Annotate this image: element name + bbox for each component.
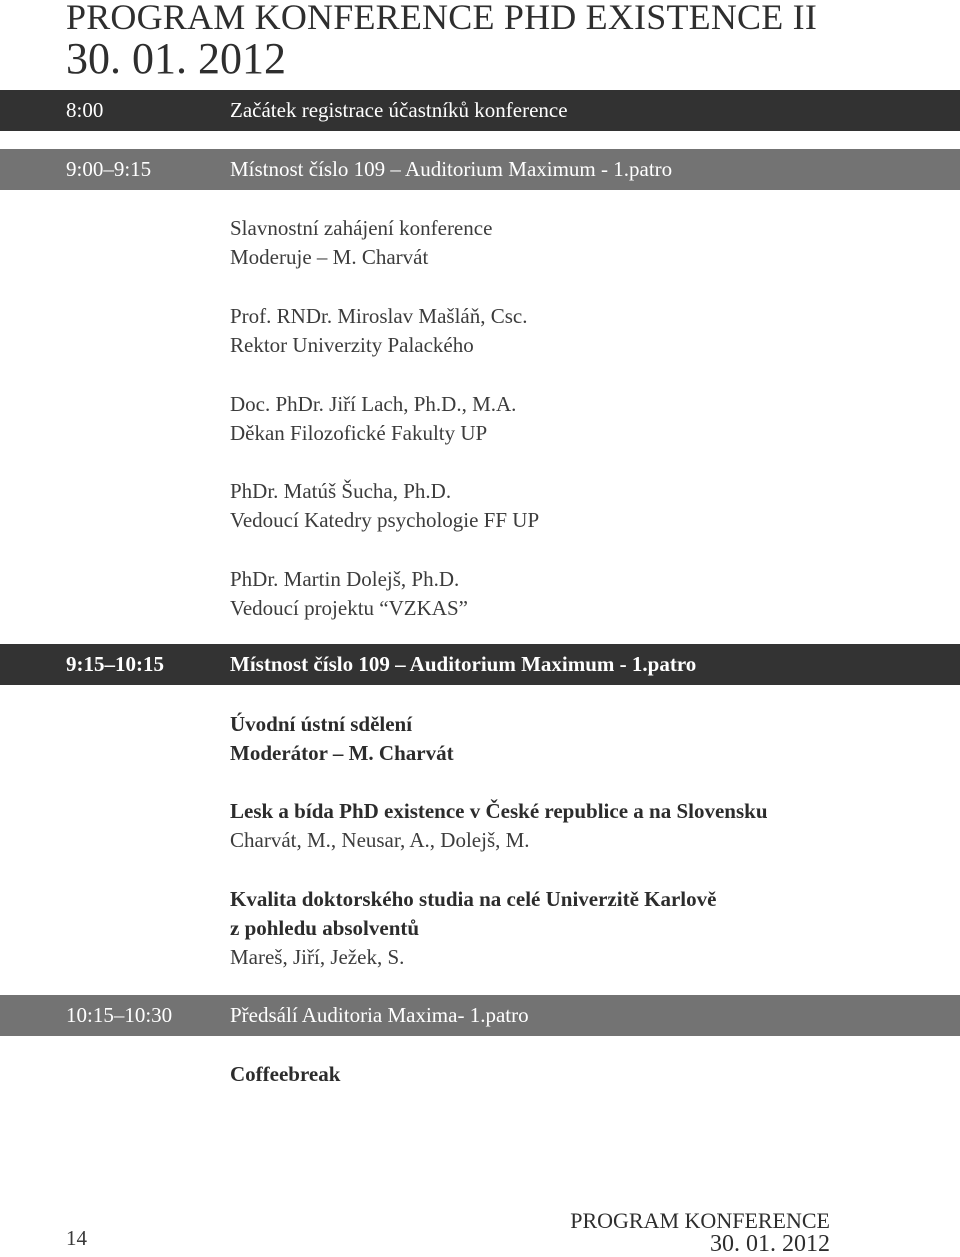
speaker-role: Děkan Filozofické Fakulty UP: [230, 421, 488, 445]
talk-authors: Charvát, M., Neusar, A., Dolejš, M.: [230, 828, 530, 852]
footer-page-number: 14: [66, 1226, 87, 1250]
page-date: 30. 01. 2012: [66, 34, 286, 83]
oral-title: Úvodní ústní sdělení: [230, 712, 413, 736]
opening-moderator: Moderuje – M. Charvát: [230, 245, 429, 269]
speaker-name: Doc. PhDr. Jiří Lach, Ph.D., M.A.: [230, 392, 517, 416]
session-place: Začátek registrace účastníků konference: [230, 98, 568, 122]
session-place: Předsálí Auditoria Maxima- 1.patro: [230, 1003, 529, 1027]
session-bar-opening: [0, 149, 960, 190]
session-place: Místnost číslo 109 – Auditorium Maximum - 1.patro: [230, 157, 673, 181]
oral-moderator: Moderátor – M. Charvát: [230, 741, 454, 765]
session-bar-oral: [0, 644, 960, 685]
footer-date: 30. 01. 2012: [710, 1231, 830, 1257]
page-title: PROGRAM KONFERENCE PHD EXISTENCE II: [66, 0, 818, 37]
speaker-role: Vedoucí Katedry psychologie FF UP: [230, 508, 540, 532]
talk-authors: Mareš, Jiří, Ježek, S.: [230, 945, 405, 969]
session-time: 9:00–9:15: [66, 157, 152, 181]
session-time: 10:15–10:30: [66, 1003, 173, 1027]
speaker-name: Prof. RNDr. Miroslav Mašláň, Csc.: [230, 304, 528, 328]
session-bar-break: [0, 995, 960, 1036]
talk-title: Kvalita doktorského studia na celé Univerzitě Karlově: [230, 887, 717, 911]
session-bar-registration: [0, 90, 960, 131]
speaker-name: PhDr. Matúš Šucha, Ph.D.: [230, 479, 452, 503]
session-place: Místnost číslo 109 – Auditorium Maximum - 1.patro: [230, 652, 697, 676]
footer-title: PROGRAM KONFERENCE: [570, 1208, 830, 1233]
speaker-name: PhDr. Martin Dolejš, Ph.D.: [230, 567, 460, 591]
speaker-role: Rektor Univerzity Palackého: [230, 333, 474, 357]
opening-title: Slavnostní zahájení konference: [230, 216, 493, 240]
talk-title-continued: z pohledu absolventů: [230, 916, 420, 940]
session-time: 8:00: [66, 98, 104, 122]
talk-title: Lesk a bída PhD existence v České republice a na Slovensku: [230, 799, 768, 823]
session-time: 9:15–10:15: [66, 652, 164, 676]
break-label: Coffeebreak: [230, 1062, 341, 1086]
speaker-role: Vedoucí projektu “VZKAS”: [230, 596, 468, 620]
